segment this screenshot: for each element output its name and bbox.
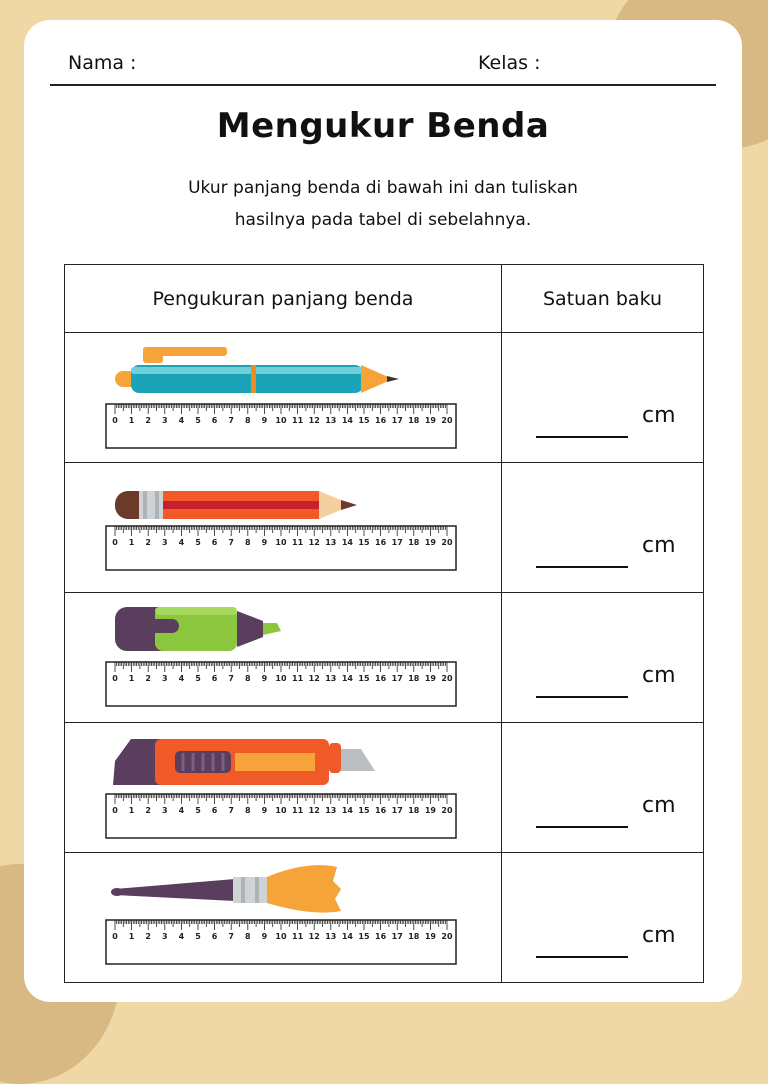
unit-label: cm (642, 533, 676, 558)
ruler-label: 2 (145, 416, 151, 425)
ruler-label: 16 (375, 932, 387, 941)
ruler-label: 19 (424, 674, 436, 683)
ruler-label: 5 (195, 806, 201, 815)
ruler-label: 15 (358, 674, 370, 683)
ruler-label: 3 (162, 806, 168, 815)
highlighter-icon (105, 601, 405, 663)
ruler-label: 17 (391, 416, 403, 425)
ruler-label: 5 (195, 932, 201, 941)
ruler-label: 13 (325, 932, 337, 941)
ruler-label: 16 (375, 416, 387, 425)
ruler-label: 16 (375, 674, 387, 683)
ruler-label: 14 (341, 806, 353, 815)
ruler-label: 8 (245, 416, 251, 425)
ruler-label: 15 (358, 932, 370, 941)
paintbrush-icon (105, 861, 405, 923)
ruler-label: 14 (341, 932, 353, 941)
ruler-label: 4 (178, 416, 185, 425)
ruler-label: 7 (228, 416, 234, 425)
table-row (65, 333, 704, 463)
ruler (105, 661, 457, 707)
ruler-label: 4 (178, 674, 185, 683)
ruler-label: 12 (308, 674, 320, 683)
ruler (105, 403, 457, 449)
header-divider (50, 84, 716, 86)
ruler-label: 14 (341, 538, 353, 547)
answer-blank[interactable] (536, 566, 628, 568)
ruler-label: 0 (112, 932, 118, 941)
ruler-label: 1 (128, 806, 135, 815)
ruler-label: 10 (275, 806, 287, 815)
ruler-label: 6 (211, 538, 218, 547)
ruler-label: 3 (162, 932, 168, 941)
ruler-label: 1 (128, 538, 135, 547)
ruler-label: 12 (308, 932, 320, 941)
ruler-label: 8 (245, 932, 251, 941)
measurement-table (64, 264, 704, 983)
unit-cell (502, 593, 704, 723)
ruler (105, 793, 457, 839)
unit-cell (502, 463, 704, 593)
ruler-label: 18 (408, 416, 420, 425)
object-cell (65, 463, 502, 593)
ruler-label: 2 (145, 806, 151, 815)
ruler-label: 17 (391, 674, 403, 683)
object-cell (65, 593, 502, 723)
ruler (105, 919, 457, 965)
ruler-label: 7 (228, 674, 234, 683)
unit-cell (502, 853, 704, 983)
ruler-label: 5 (195, 674, 201, 683)
name-label: Nama : (68, 52, 137, 74)
ruler-label: 13 (325, 538, 337, 547)
table-row (65, 853, 704, 983)
ruler-label: 5 (195, 538, 201, 547)
ruler-label: 0 (112, 416, 118, 425)
ruler-label: 17 (391, 538, 403, 547)
ruler-label: 14 (341, 416, 353, 425)
unit-cell (502, 723, 704, 853)
ruler-label: 18 (408, 806, 420, 815)
ruler-label: 7 (228, 538, 234, 547)
ruler-label: 3 (162, 538, 168, 547)
ruler-label: 20 (441, 806, 453, 815)
answer-blank[interactable] (536, 436, 628, 438)
ruler-label: 13 (325, 674, 337, 683)
ruler-label: 0 (112, 806, 118, 815)
unit-cell (502, 333, 704, 463)
ruler-label: 16 (375, 806, 387, 815)
instruction-line-2: hasilnya pada tabel di sebelahnya. (234, 210, 532, 230)
ruler-label: 1 (128, 416, 135, 425)
ruler (105, 525, 457, 571)
ruler-label: 0 (112, 674, 118, 683)
ruler-label: 11 (292, 674, 304, 683)
header-unit: Satuan baku (502, 265, 704, 333)
ruler-label: 5 (195, 416, 201, 425)
ruler-label: 16 (375, 538, 387, 547)
page-title: Mengukur Benda (216, 106, 550, 146)
table-row (65, 723, 704, 853)
ruler-label: 20 (441, 538, 453, 547)
class-label: Kelas : (478, 52, 541, 74)
ruler-label: 6 (211, 806, 218, 815)
ruler-label: 4 (178, 806, 185, 815)
unit-label: cm (642, 923, 676, 948)
unit-label: cm (642, 793, 676, 818)
object-cell (65, 723, 502, 853)
ruler-label: 2 (145, 932, 151, 941)
object-cell (65, 853, 502, 983)
ruler-label: 10 (275, 416, 287, 425)
ruler-label: 6 (211, 932, 218, 941)
ruler-label: 9 (261, 806, 268, 815)
ruler-label: 20 (441, 932, 453, 941)
ruler-label: 6 (211, 416, 218, 425)
ruler-label: 10 (275, 538, 287, 547)
object-cell (65, 333, 502, 463)
ruler-label: 15 (358, 416, 370, 425)
ruler-label: 8 (245, 674, 251, 683)
ruler-label: 3 (162, 674, 168, 683)
ruler-label: 19 (424, 538, 436, 547)
ruler-label: 2 (145, 538, 151, 547)
ruler-label: 4 (178, 932, 185, 941)
ruler-label: 9 (261, 674, 268, 683)
pen-icon (105, 341, 405, 399)
ruler-label: 1 (128, 674, 135, 683)
ruler-label: 19 (424, 806, 436, 815)
ruler-label: 15 (358, 538, 370, 547)
ruler-label: 9 (261, 416, 268, 425)
ruler-label: 7 (228, 806, 234, 815)
ruler-label: 17 (391, 932, 403, 941)
ruler-label: 11 (292, 538, 304, 547)
ruler-label: 17 (391, 806, 403, 815)
ruler-label: 3 (162, 416, 168, 425)
ruler-label: 14 (341, 674, 353, 683)
ruler-label: 9 (261, 538, 268, 547)
ruler-label: 10 (275, 932, 287, 941)
ruler-label: 12 (308, 806, 320, 815)
ruler-label: 7 (228, 932, 234, 941)
ruler-label: 2 (145, 674, 151, 683)
unit-label: cm (642, 403, 676, 428)
answer-blank[interactable] (536, 826, 628, 828)
instruction-line-1: Ukur panjang benda di bawah ini dan tuliskan (188, 178, 578, 198)
table-row (65, 463, 704, 593)
ruler-label: 13 (325, 416, 337, 425)
ruler-label: 18 (408, 674, 420, 683)
cutter-icon (105, 731, 405, 793)
table-row (65, 593, 704, 723)
ruler-label: 13 (325, 806, 337, 815)
ruler-label: 12 (308, 416, 320, 425)
answer-blank[interactable] (536, 696, 628, 698)
ruler-label: 11 (292, 932, 304, 941)
ruler-label: 8 (245, 538, 251, 547)
ruler-label: 9 (261, 932, 268, 941)
header-measurement: Pengukuran panjang benda (65, 265, 502, 333)
unit-label: cm (642, 663, 676, 688)
ruler-label: 0 (112, 538, 118, 547)
ruler-label: 20 (441, 674, 453, 683)
ruler-label: 11 (292, 416, 304, 425)
worksheet-card (24, 20, 742, 1002)
ruler-label: 1 (128, 932, 135, 941)
ruler-label: 8 (245, 806, 251, 815)
ruler-label: 4 (178, 538, 185, 547)
ruler-label: 10 (275, 674, 287, 683)
ruler-label: 20 (441, 416, 453, 425)
ruler-label: 18 (408, 932, 420, 941)
ruler-label: 12 (308, 538, 320, 547)
ruler-label: 15 (358, 806, 370, 815)
ruler-label: 19 (424, 932, 436, 941)
answer-blank[interactable] (536, 956, 628, 958)
ruler-label: 11 (292, 806, 304, 815)
ruler-label: 6 (211, 674, 218, 683)
pencil-icon (105, 471, 405, 529)
ruler-label: 18 (408, 538, 420, 547)
table-header-row (65, 265, 704, 333)
instructions (114, 172, 652, 236)
ruler-label: 19 (424, 416, 436, 425)
